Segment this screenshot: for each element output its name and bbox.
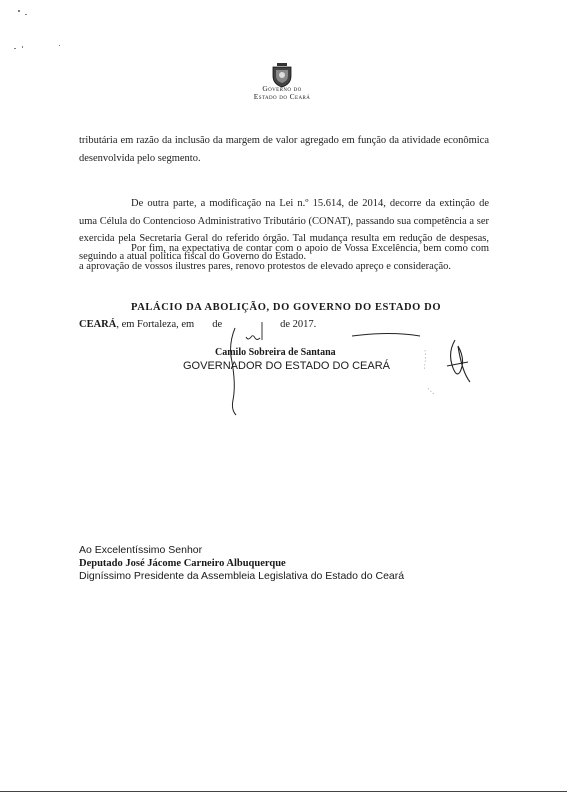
addressee-salutation: Ao Excelentíssimo Senhor — [79, 544, 203, 556]
closing-line-1: PALÁCIO DA ABOLIÇÃO, DO GOVERNO DO ESTADO DO — [131, 302, 442, 313]
closing-state: CEARÁ — [79, 319, 117, 330]
signer-title: GOVERNADOR DO ESTADO DO CEARÁ — [183, 360, 390, 372]
header-line-1: Governo do — [262, 84, 302, 93]
paragraph-2: De outra parte, a modificação na Lei n.º 15.614, de 2014, decorre da extinção de uma Célula do Contencioso Administrativo Tributário (CONAT), passando sua competência a ser exercida pela Secretaria Geral do referido órgão. Tal mudança resulta em redução de despesas, seguindo a atual política fiscal do Governo do Estado. — [79, 198, 489, 262]
header-line-2: Estado do Ceará — [253, 92, 311, 101]
closing-year: de 2017. — [280, 319, 317, 330]
addressee-role: Digníssimo Presidente da Assembleia Legislativa do Estado do Ceará — [79, 570, 405, 582]
closing-de: de — [212, 319, 223, 330]
addressee-name: Deputado José Jácome Carneiro Albuquerque — [79, 558, 286, 569]
page-bottom-border — [0, 791, 567, 792]
signer-name: Camilo Sobreira de Santana — [215, 347, 336, 358]
paragraph-continuation: tributária em razão da inclusão da margem de valor agregado em função da atividade econômica desenvolvida pelo segmento. — [79, 135, 489, 164]
closing-place: , em Fortaleza, em — [116, 319, 195, 330]
paragraph-3: Por fim, na expectativa de contar com o apoio de Vossa Excelência, bem como com a aprovação de vossos ilustres pares, renovo protestos de elevado apreço e consideração. — [79, 243, 489, 272]
